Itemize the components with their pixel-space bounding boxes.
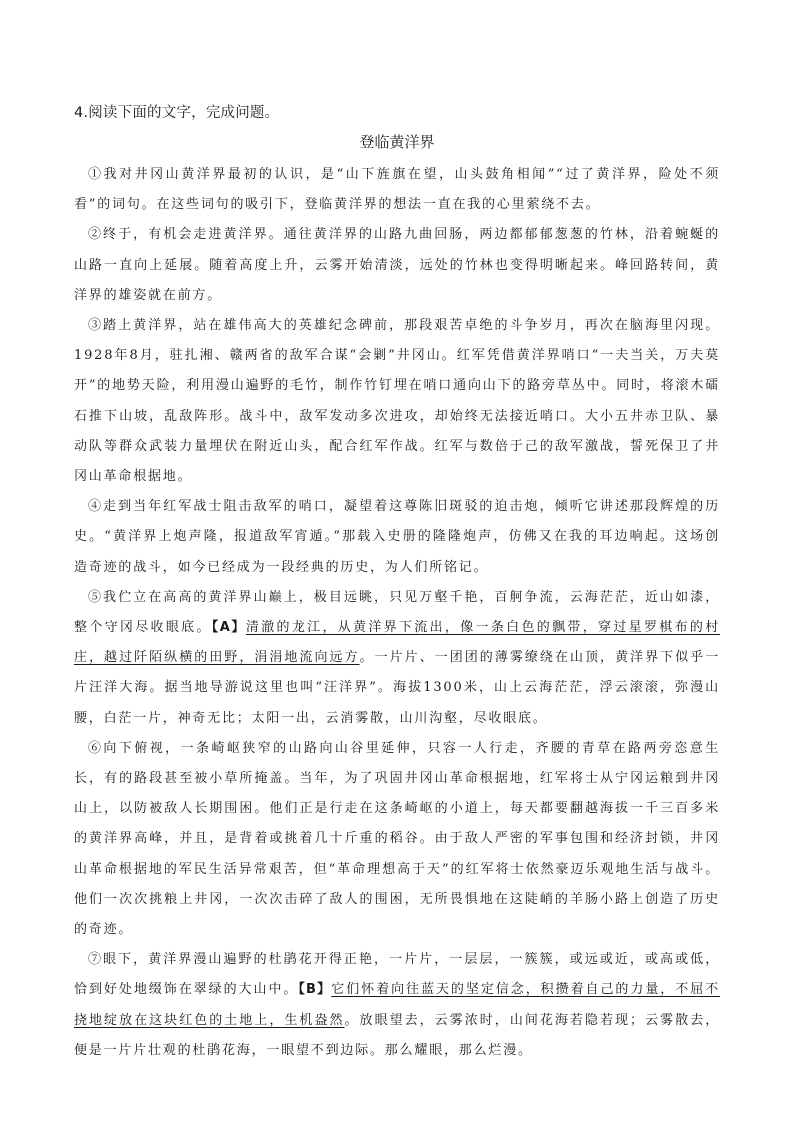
marker-a: 【A】 [211, 620, 246, 636]
paragraph-2: ②终于，有机会走进黄洋界。通往黄洋界的山路九曲回肠，两边都郁郁葱葱的竹林，沿着蜿蜒的山路一直向上延展。随着高度上升，云雾开始清淡，远处的竹林也变得明晰起来。峰回路转间，黄洋界的雄姿就在前方。 [74, 227, 720, 303]
underlined-sentence-a: 清澈的龙江，从黄洋界下流出，像一条白色的飘带，穿过星罗棋布的村庄，越过阡陌纵横的田野，涓涓地流向远方 [74, 620, 720, 666]
paragraph-7-rest: 。放眼望去，云雾浓时，山间花海若隐若现；云雾散去，便是一片片壮观的杜鹃花海，一眼望不到边际。那么耀眼，那么烂漫。 [74, 1012, 720, 1058]
marker-b: 【B】 [298, 982, 332, 998]
paragraph-5-rest: 。一片片、一团团的薄雾缭绕在山顶，黄洋界下似乎一片汪洋大海。据当地导游说这里也叫“汪洋界”。海拔1300米，山上云海茫茫，浮云滚滚，弥漫山腰，白茫一片，神奇无比；太阳一出，云消雾散，山川沟壑，尽收眼底。 [74, 650, 721, 726]
article-body [74, 160, 720, 1066]
underlined-sentence-b: 它们怀着向往蓝天的坚定信念，积攒着自己的力量，不屈不挠地绽放在这块红色的土地上，生机盎然 [74, 982, 720, 1028]
paragraph-5 [74, 583, 720, 734]
paragraph-7 [74, 945, 720, 1066]
paragraph-7-intro: ⑦眼下，黄洋界漫山遍野的杜鹃花开得正艳，一片片，一层层，一簇簇，或远或近，或高或低，恰到好处地缀饰在翠绿的大山中。 [74, 952, 720, 998]
paragraph-4: ④走到当年红军战士阻击敌军的哨口，凝望着这尊陈旧斑驳的迫击炮，倾听它讲述那段辉煌的历史。“黄洋界上炮声隆，报道敌军宵遁。”那载入史册的隆隆炮声，仿佛又在我的耳边响起。这场创造奇迹的战斗，如今已经成为一段经典的历史，为人们所铭记。 [74, 499, 720, 575]
question-prompt: 4.阅读下面的文字，完成问题。 [74, 105, 280, 121]
paragraph-1: ①我对井冈山黄洋界最初的认识，是“山下旌旗在望，山头鼓角相闻”“过了黄洋界，险处不须看”的词句。在这些词句的吸引下，登临黄洋界的想法一直在我的心里萦绕不去。 [74, 167, 720, 213]
paragraph-3: ③踏上黄洋界，站在雄伟高大的英雄纪念碑前，那段艰苦卓绝的斗争岁月，再次在脑海里闪现。1928年8月，驻扎湘、赣两省的敌军合谋“会剿”井冈山。红军凭借黄洋界哨口“一夫当关，万夫莫开”的地势天险，利用漫山遍野的毛竹，制作竹钉埋在哨口通向山下的路旁草丛中。同时，将滚木礌石推下山坡，乱敌阵形。战斗中，敌军发动多次进攻，却始终无法接近哨口。大小五井赤卫队、暴动队等群众武装力量埋伏在附近山头，配合红军作战。红军与数倍于己的敌军激战，誓死保卫了井冈山革命根据地。 [74, 318, 720, 485]
paragraph-5-intro: ⑤我伫立在高高的黄洋界山巅上，极目远眺，只见万壑千艳，百舸争流，云海茫茫，近山如漆，整个守冈尽收眼底。 [74, 589, 720, 636]
article-title: 登临黄洋界 [359, 133, 435, 151]
paragraph-6: ⑥向下俯视，一条崎岖狭窄的山路向山谷里延伸，只容一人行走，齐腰的青草在路两旁恣意生长，有的路段甚至被小草所掩盖。当年，为了巩固井冈山革命根据地，红军将士从宁冈运粮到井冈山上，以防被敌人长期围困。他们正是行走在这条崎岖的小道上，每天都要翻越海拔一千三百多米的黄洋界高峰，并且，是背着或挑着几十斤重的稻谷。由于敌人严密的军事包围和经济封锁，井冈山革命根据地的军民生活异常艰苦，但“革命理想高于天”的红军将士依然豪迈乐观地生活与战斗。他们一次次挑粮上井冈，一次次击碎了敌人的围困，无所畏惧地在这陡峭的羊肠小路上创造了历史的奇迹。 [74, 740, 720, 938]
